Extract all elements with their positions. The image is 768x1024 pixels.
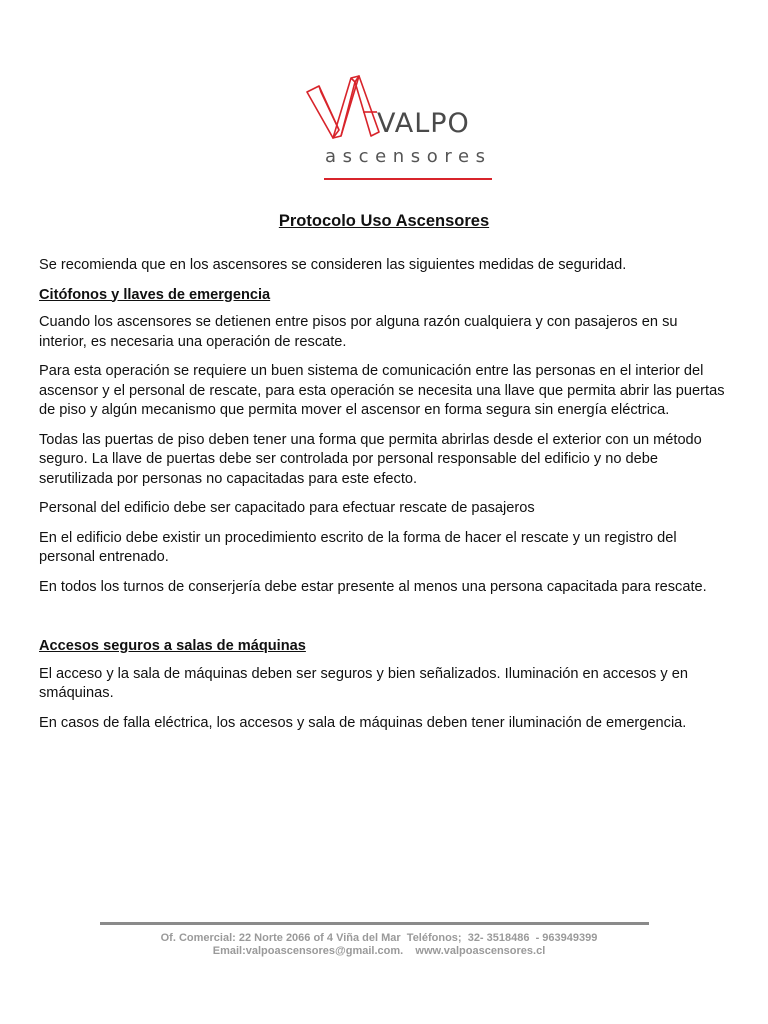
document-body: [39, 256, 729, 743]
footer-divider: [100, 922, 649, 925]
logo-brand-text: VALPO: [377, 108, 470, 139]
section1-paragraph: Para esta operación se requiere un buen sistema de comunicación entre las personas en el interior del ascensor y el personal de rescate, para esta operación se necesita una llave que permita abrir las puertas de piso y algún mecanismo que permita mover el ascensor en forma segura sin energía eléctrica.: [39, 363, 725, 418]
section1-paragraph: Cuando los ascensores se detienen entre pisos por alguna razón cualquiera y con pasajeros en su interior, es necesaria una operación de rescate.: [39, 314, 678, 350]
section-heading-accesos: Accesos seguros a salas de máquinas: [39, 638, 306, 654]
section1-paragraph: En todos los turnos de conserjería debe estar presente al menos una persona capacitada para rescate.: [39, 578, 707, 595]
page-footer: [0, 932, 758, 958]
logo-underline: [324, 178, 492, 180]
section1-paragraph: En el edificio debe existir un procedimiento escrito de la forma de hacer el rescate y un registro del personal entrenado.: [39, 529, 677, 565]
footer-address: Of. Comercial: 22 Norte 2066 of 4 Viña del Mar Teléfonos; 32- 3518486 - 963949399: [160, 932, 598, 944]
section1-paragraph: Personal del edificio debe ser capacitado para efectuar rescate de pasajeros: [39, 500, 535, 516]
company-logo: [305, 72, 505, 187]
valpo-va-monogram-icon: [305, 72, 385, 144]
logo-subtitle: ascensores: [325, 146, 492, 167]
intro-paragraph: Se recomienda que en los ascensores se consideren las siguientes medidas de seguridad.: [39, 257, 627, 273]
section-spacer: [39, 607, 729, 637]
section2-paragraph: El acceso y la sala de máquinas deben ser seguros y bien señalizados. Iluminación en accesos y en smáquinas.: [39, 665, 688, 701]
section2-paragraph: En casos de falla eléctrica, los accesos y sala de máquinas deben tener iluminación de emergencia.: [39, 714, 687, 731]
section-heading-citofonos: Citófonos y llaves de emergencia: [39, 286, 271, 303]
page-title: Protocolo Uso Ascensores: [278, 212, 490, 230]
footer-contact: Email:valpoascensores@gmail.com. www.valpoascensores.cl: [212, 945, 546, 957]
section1-paragraph: Todas las puertas de piso deben tener una forma que permita abrirlas desde el exterior con un método seguro. La llave de puertas debe ser controlada por personal responsable del edificio y no debe serutilizada por personas no capacitadas para este efecto.: [39, 431, 702, 487]
